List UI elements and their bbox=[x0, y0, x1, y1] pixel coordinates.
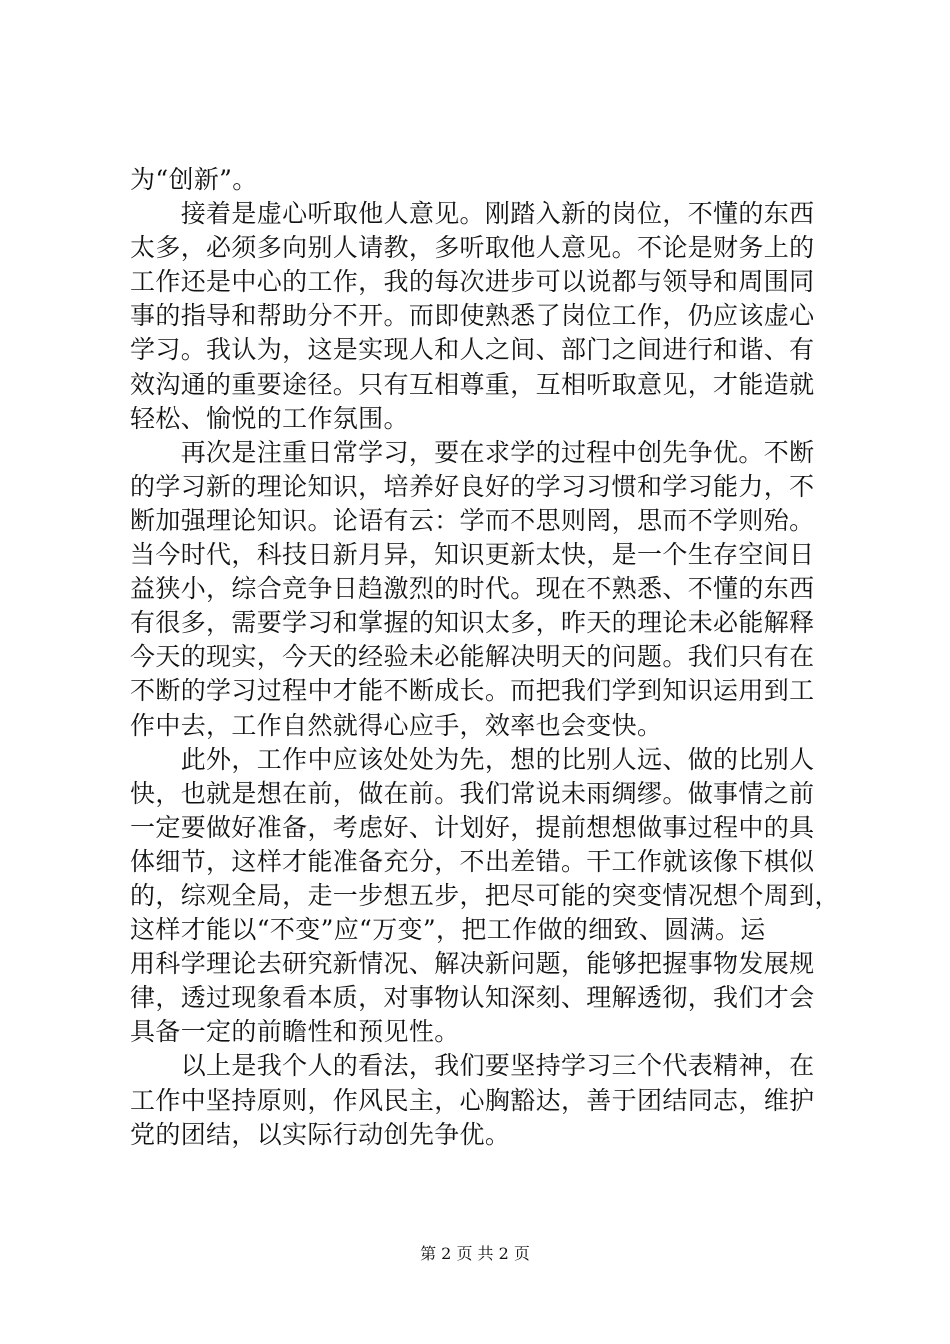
text-line: 这样才能以“不变”应“万变”，把工作做的细致、圆满。运 bbox=[130, 915, 766, 945]
text-line: 学习。我认为，这是实现人和人之间、部门之间进行和谐、有 bbox=[130, 335, 815, 365]
text-line: 今天的现实，今天的经验未必能解决明天的问题。我们只有在 bbox=[130, 642, 815, 672]
text-line: 律，透过现象看本质，对事物认知深刻、理解透彻，我们才会 bbox=[130, 983, 815, 1013]
text-line: 一定要做好准备，考虑好、计划好，提前想想做事过程中的具 bbox=[130, 812, 815, 842]
text-line: 体细节，这样才能准备充分，不出差错。干工作就该像下棋似 bbox=[130, 846, 815, 876]
text-line: 此外，工作中应该处处为先，想的比别人远、做的比别人 bbox=[130, 744, 815, 774]
text-line: 接着是虚心听取他人意见。刚踏入新的岗位，不懂的东西 bbox=[130, 199, 815, 229]
text-line: 效沟通的重要途径。只有互相尊重，互相听取意见，才能造就 bbox=[130, 369, 815, 399]
text-line: 不断的学习过程中才能不断成长。而把我们学到知识运用到工 bbox=[130, 676, 815, 706]
page-number-label: 第 2 页 共 2 页 bbox=[420, 1244, 530, 1263]
text-line: 轻松、愉悦的工作氛围。 bbox=[130, 403, 409, 433]
text-line: 事的指导和帮助分不开。而即使熟悉了岗位工作，仍应该虚心 bbox=[130, 301, 815, 331]
text-line: 作中去，工作自然就得心应手，效率也会变快。 bbox=[130, 710, 663, 740]
page-footer bbox=[0, 1244, 950, 1264]
text-line: 的，综观全局，走一步想五步，把尽可能的突变情况想个周到， bbox=[130, 880, 840, 910]
text-line: 党的团结，以实际行动创先争优。 bbox=[130, 1119, 511, 1149]
text-line: 的学习新的理论知识，培养好良好的学习习惯和学习能力，不 bbox=[130, 471, 815, 501]
text-line: 以上是我个人的看法，我们要坚持学习三个代表精神，在 bbox=[130, 1051, 815, 1081]
text-line: 为“创新”。 bbox=[130, 165, 258, 194]
text-line: 工作中坚持原则，作风民主，心胸豁达，善于团结同志，维护 bbox=[130, 1085, 815, 1115]
text-line: 再次是注重日常学习，要在求学的过程中创先争优。不断 bbox=[130, 437, 815, 467]
document-body bbox=[130, 163, 840, 1152]
text-line: 快，也就是想在前，做在前。我们常说未雨绸缪。做事情之前 bbox=[130, 778, 815, 808]
text-line: 有很多，需要学习和掌握的知识太多，昨天的理论未必能解释 bbox=[130, 608, 815, 638]
text-line: 用科学理论去研究新情况、解决新问题，能够把握事物发展规 bbox=[130, 949, 815, 979]
text-line: 当今时代，科技日新月异，知识更新太快，是一个生存空间日 bbox=[130, 540, 815, 570]
text-line: 工作还是中心的工作，我的每次进步可以说都与领导和周围同 bbox=[130, 267, 815, 297]
text-line: 益狭小，综合竞争日趋激烈的时代。现在不熟悉、不懂的东西 bbox=[130, 574, 815, 604]
text-line: 断加强理论知识。论语有云：学而不思则罔，思而不学则殆。 bbox=[130, 505, 815, 535]
text-line: 具备一定的前瞻性和预见性。 bbox=[130, 1017, 460, 1047]
text-line: 太多，必须多向别人请教，多听取他人意见。不论是财务上的 bbox=[130, 233, 815, 263]
